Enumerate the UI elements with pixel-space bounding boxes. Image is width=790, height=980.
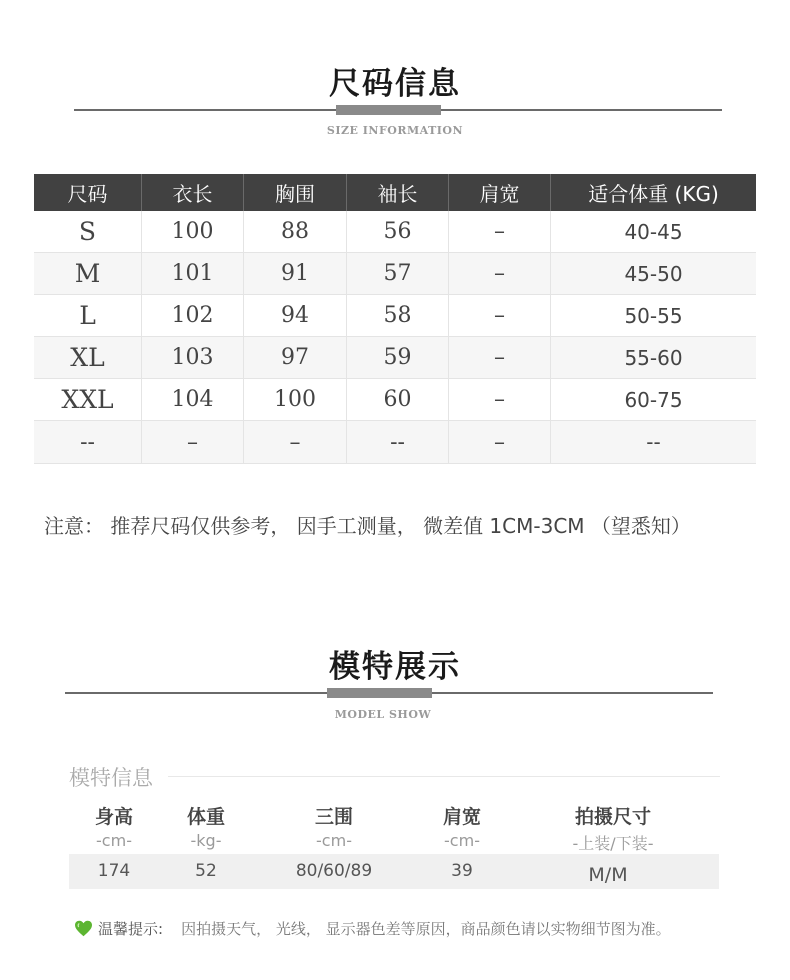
divider-bar	[336, 105, 441, 115]
model-col-value: 80/60/89	[295, 861, 373, 881]
table-cell: 50-55	[624, 303, 683, 328]
table-row	[34, 337, 756, 379]
table-cell: 56	[347, 211, 449, 252]
model-col-value: M/M	[588, 864, 628, 886]
table-cell: 100	[244, 379, 347, 420]
table-cell: 60-75	[624, 387, 683, 412]
table-row	[34, 211, 756, 253]
model-col-unit: -cm-	[444, 831, 480, 850]
table-row	[34, 295, 756, 337]
table-cell: –	[449, 379, 551, 420]
table-cell: 45-50	[624, 261, 683, 286]
table-cell: –	[244, 421, 347, 463]
size-section-title: 尺码信息	[329, 66, 461, 102]
table-cell: --	[347, 421, 449, 463]
size-note: 注意： 推荐尺码仅供参考， 因手工测量， 微差值 1CM-3CM （望悉知）	[44, 514, 691, 538]
model-info-label: 模特信息	[69, 766, 153, 790]
model-section-subtitle: MODEL SHOW	[334, 708, 432, 721]
header-cell: 尺码	[34, 174, 142, 211]
table-cell: 59	[347, 337, 449, 378]
model-col-header: 肩宽	[442, 806, 482, 828]
divider-bar	[327, 688, 432, 698]
tip-label: 温馨提示:	[98, 920, 164, 938]
table-cell: 60	[347, 379, 449, 420]
table-cell: 101	[142, 253, 244, 294]
model-col-unit: -cm-	[96, 831, 132, 850]
model-section-title: 模特展示	[329, 649, 461, 685]
model-col-unit: -cm-	[316, 831, 352, 850]
header-cell: 适合体重 (KG)	[588, 182, 719, 206]
table-row	[34, 379, 756, 421]
header-cell: 胸围	[244, 174, 347, 211]
size-cell: M	[34, 253, 142, 294]
model-col-unit: -kg-	[190, 831, 222, 850]
table-cell: 58	[347, 295, 449, 336]
table-cell: 88	[244, 211, 347, 252]
model-col-unit: -上装/下装-	[572, 834, 654, 853]
table-row	[34, 253, 756, 295]
table-cell: –	[449, 253, 551, 294]
model-col-value: 52	[195, 861, 217, 881]
table-cell: –	[449, 211, 551, 252]
green-heart-icon	[74, 920, 93, 937]
table-cell: 100	[142, 211, 244, 252]
tip-text: 因拍摄天气， 光线， 显示器色差等原因，商品颜色请以实物细节图为准。	[181, 920, 671, 938]
table-row	[34, 421, 756, 464]
model-info-rule	[168, 776, 720, 777]
model-col-header: 三围	[314, 806, 354, 828]
table-cell: 103	[142, 337, 244, 378]
model-col-header: 体重	[186, 806, 226, 828]
table-cell: 104	[142, 379, 244, 420]
table-cell: –	[142, 421, 244, 463]
size-cell: --	[34, 421, 142, 463]
size-cell: L	[34, 295, 142, 336]
size-table	[34, 174, 756, 464]
table-cell: --	[646, 430, 661, 454]
table-cell: 97	[244, 337, 347, 378]
size-cell: XXL	[34, 379, 142, 420]
size-cell: XL	[34, 337, 142, 378]
table-cell: 40-45	[624, 219, 683, 244]
size-table-header	[34, 174, 756, 211]
header-cell: 衣长	[142, 174, 244, 211]
table-cell: 55-60	[624, 345, 683, 370]
table-cell: 91	[244, 253, 347, 294]
model-col-value: 39	[451, 861, 473, 881]
tip-line	[74, 918, 671, 939]
model-col-value: 174	[97, 861, 131, 881]
header-cell: 肩宽	[449, 174, 551, 211]
header-cell: 袖长	[347, 174, 449, 211]
model-col-header: 身高	[94, 806, 134, 828]
table-cell: –	[449, 421, 551, 463]
table-cell: 57	[347, 253, 449, 294]
table-cell: –	[449, 337, 551, 378]
size-cell: S	[34, 211, 142, 252]
table-cell: 102	[142, 295, 244, 336]
model-col-header: 拍摄尺寸	[574, 806, 652, 828]
table-cell: –	[449, 295, 551, 336]
size-section-subtitle: SIZE INFORMATION	[326, 124, 464, 137]
table-cell: 94	[244, 295, 347, 336]
